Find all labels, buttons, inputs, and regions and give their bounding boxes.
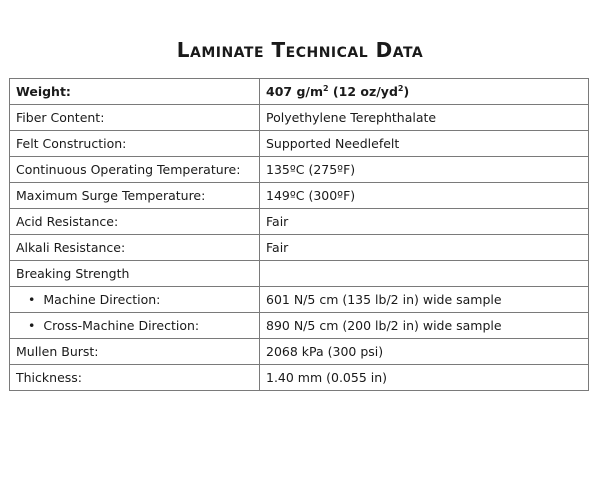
row-value: 135ºC (275ºF) — [260, 157, 589, 183]
row-label: Alkali Resistance: — [10, 235, 260, 261]
row-label: Mullen Burst: — [10, 339, 260, 365]
row-value: 1.40 mm (0.055 in) — [260, 365, 589, 391]
table-row — [10, 157, 589, 183]
row-value: Fair — [260, 235, 589, 261]
row-label: Continuous Operating Temperature: — [10, 157, 260, 183]
row-value: 601 N/5 cm (135 lb/2 in) wide sample — [260, 287, 589, 313]
row-label: Felt Construction: — [10, 131, 260, 157]
row-value: Polyethylene Terephthalate — [260, 105, 589, 131]
table-row — [10, 261, 589, 287]
document-title: Laminate Technical Data — [176, 38, 424, 62]
weight-label: Weight: — [10, 79, 260, 105]
row-value: Supported Needlefelt — [260, 131, 589, 157]
table-row — [10, 339, 589, 365]
technical-data-table — [9, 78, 589, 391]
row-value: 149ºC (300ºF) — [260, 183, 589, 209]
weight-value: 407 $g/m^2$ (12 $oz/yd^2$) — [260, 79, 589, 105]
row-value: 890 N/5 cm (200 lb/2 in) wide sample — [260, 313, 589, 339]
bullet-icon: • — [28, 292, 36, 307]
row-label: Maximum Surge Temperature: — [10, 183, 260, 209]
row-label: Breaking Strength — [10, 261, 260, 287]
table-row — [10, 209, 589, 235]
table-row — [10, 105, 589, 131]
table-row — [10, 313, 589, 339]
table-row — [10, 287, 589, 313]
row-label: • Machine Direction: — [10, 287, 260, 313]
table-row — [10, 235, 589, 261]
row-label: Fiber Content: — [10, 105, 260, 131]
row-label: Acid Resistance: — [10, 209, 260, 235]
table-row — [10, 131, 589, 157]
table-row-weight — [10, 79, 589, 105]
bullet-icon: • — [28, 318, 36, 333]
row-value — [260, 261, 589, 287]
row-label: • Cross-Machine Direction: — [10, 313, 260, 339]
row-value: Fair — [260, 209, 589, 235]
row-value: 2068 kPa (300 psi) — [260, 339, 589, 365]
row-label: Thickness: — [10, 365, 260, 391]
table-row — [10, 365, 589, 391]
table-row — [10, 183, 589, 209]
